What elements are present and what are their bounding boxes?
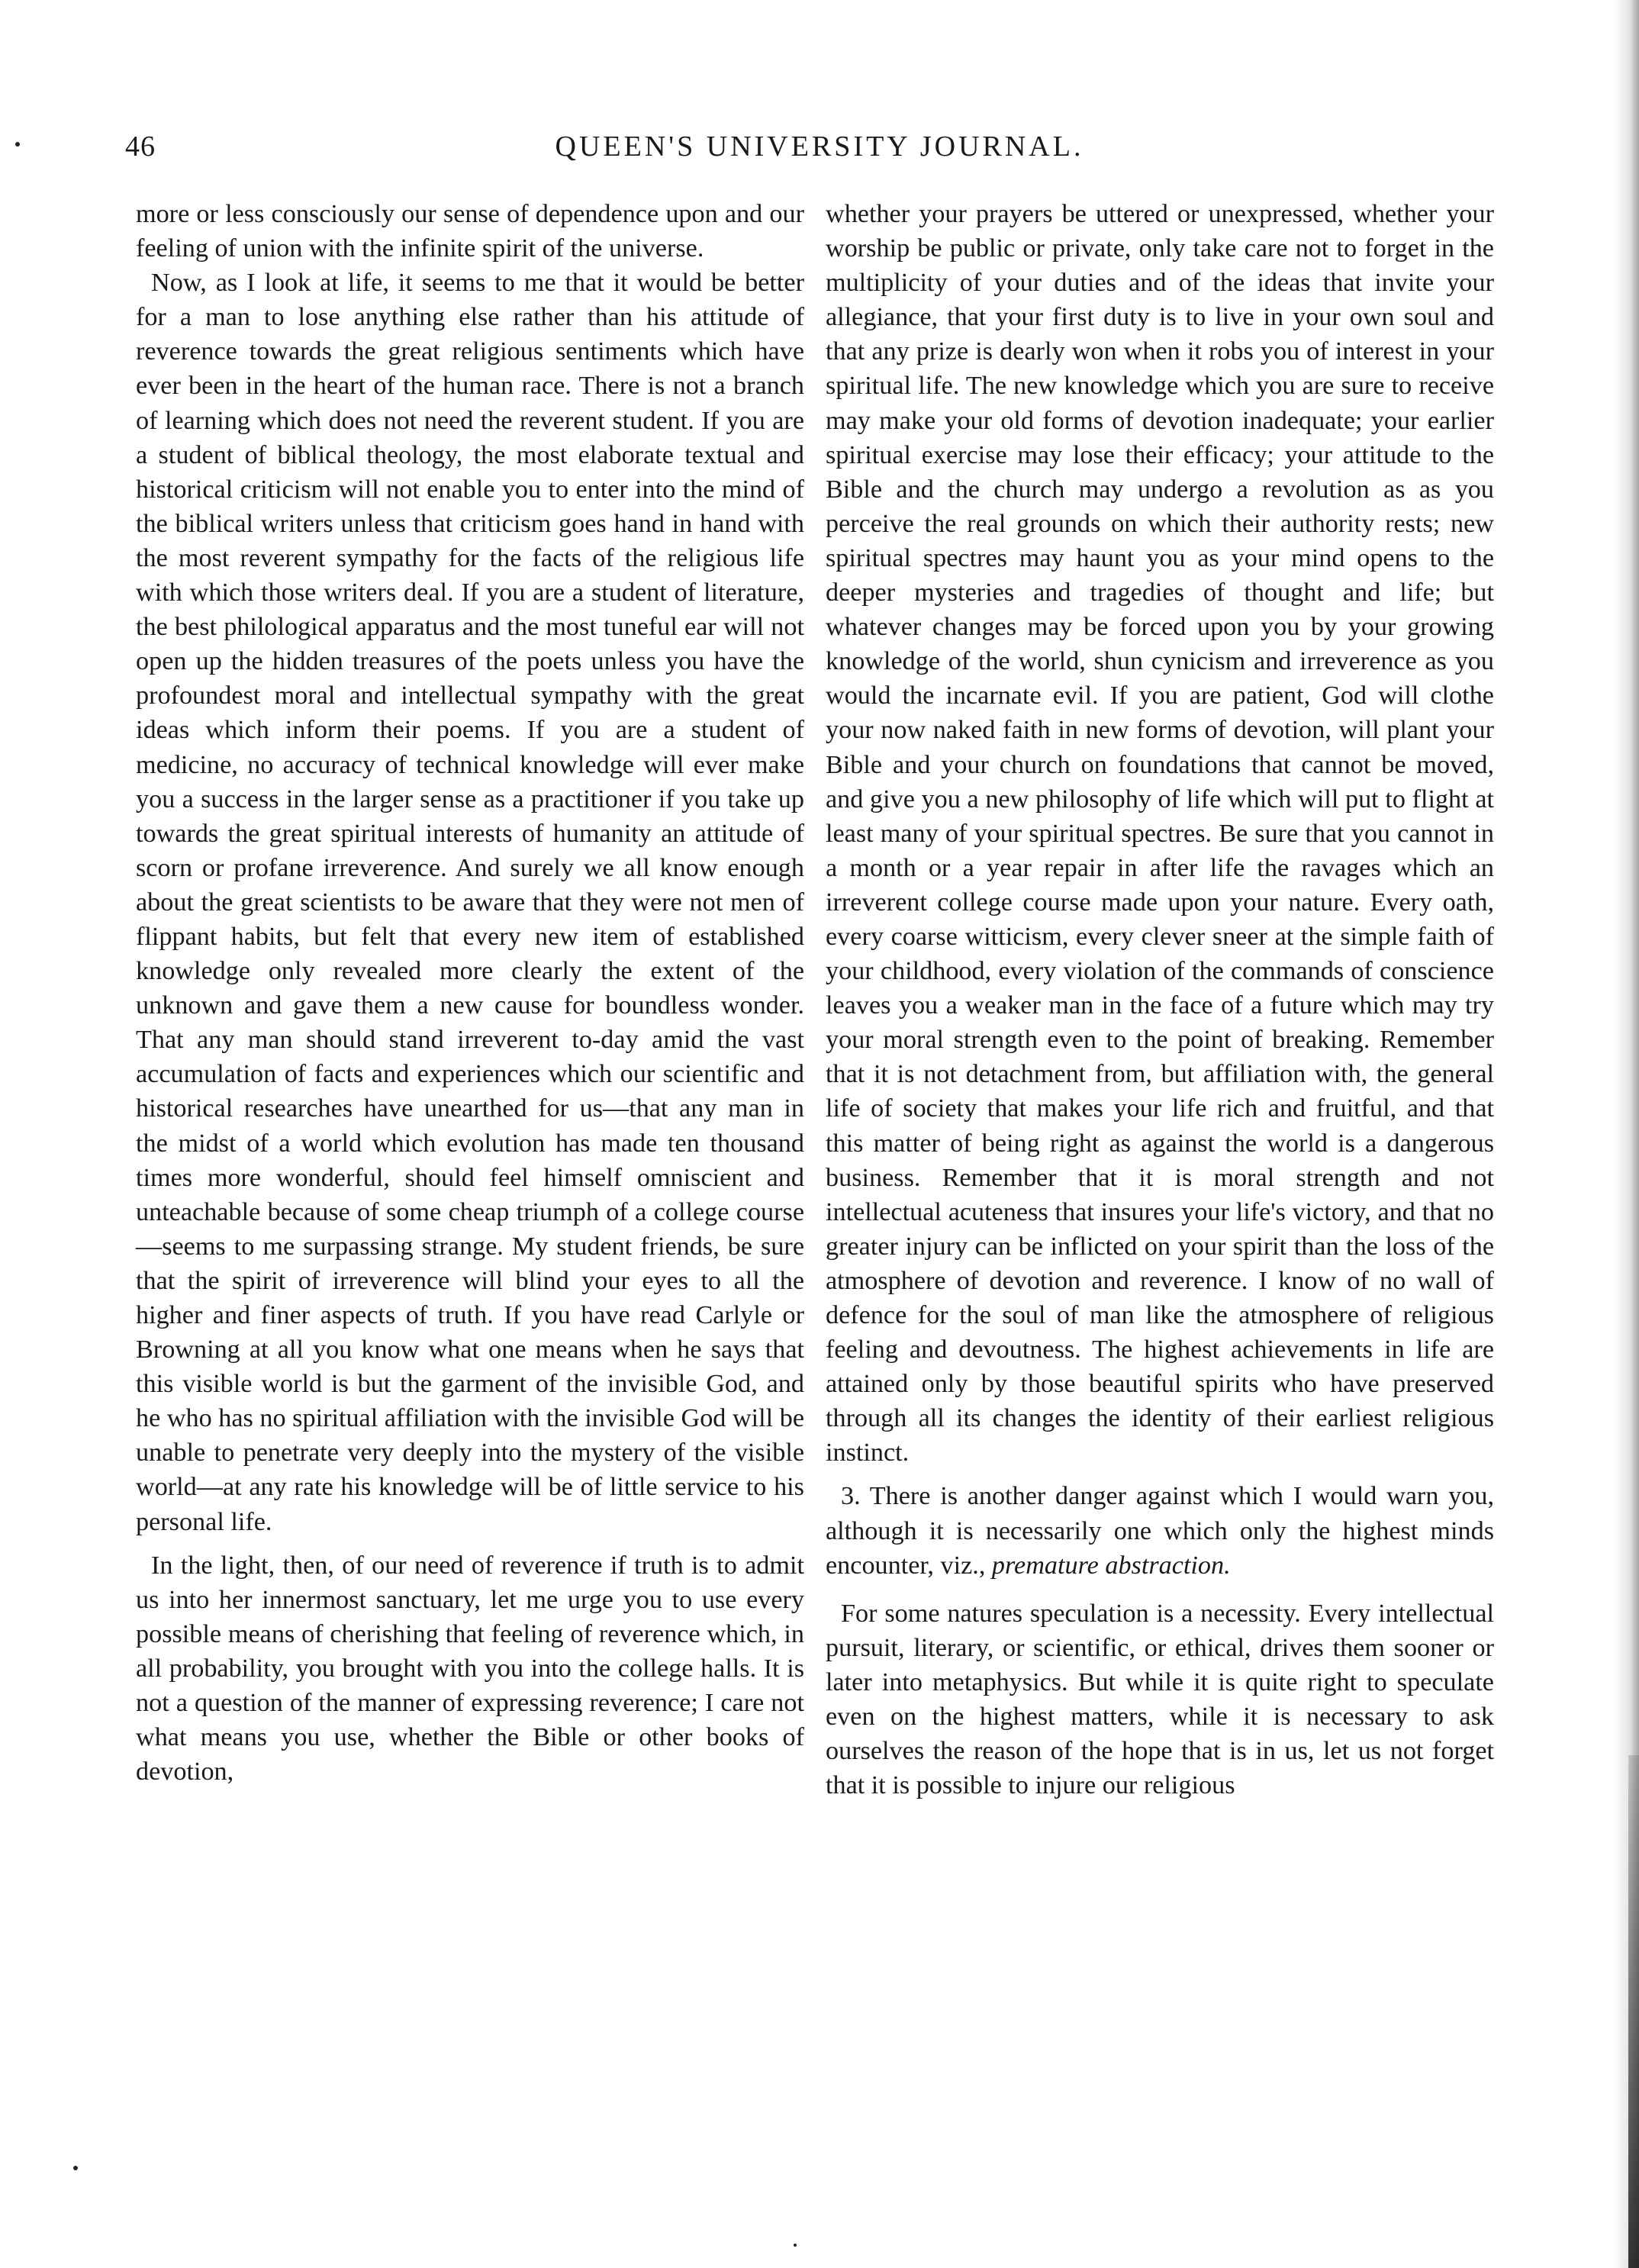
premature-abstraction-emphasis: premature abstraction. xyxy=(991,1551,1231,1580)
running-head-title: QUEEN'S UNIVERSITY JOURNAL. xyxy=(555,130,1084,163)
right-column xyxy=(826,197,1494,1802)
right-paragraph-2-text: 3. There is another danger against which I would warn you, although it is necessarily one which only the highest minds encounter, viz., xyxy=(826,1482,1494,1580)
page-number: 46 xyxy=(125,130,156,163)
right-paragraph-1: whether your prayers be uttered or unexpressed, whether your worship be public or private, only take care not to forget in the multiplicity of your duties and of the ideas that invite your allegiance, that your first duty is to live in your own soul and that any prize is dearly won when it robs you of interest in your spiritual life. The new knowledge which you are sure to receive may make your old forms of devotion inadequate; your earlier spiritual exercise may lose their efficacy; your attitude to the Bible and the church may undergo a revolution as as you perceive the real grounds on which their authority rests; new spiritual spectres may haunt you as your mind opens to the deeper mysteries and tragedies of thought and life; but whatever changes may be forced upon you by your growing knowledge of the world, shun cynicism and irreverence as you would the incarnate evil. If you are patient, God will clothe your now naked faith in new forms of devotion, will plant your Bible and your church on foundations that cannot be moved, and give you a new philosophy of life which will put to flight at least many of your spiritual spectres. Be sure that you cannot in a month or a year repair in after life the ravages which an irreverent college course made upon your nature. Every oath, every coarse witticism, every clever sneer at the simple faith of your childhood, every violation of the commands of conscience leaves you a weaker man in the face of a future which may try your moral strength even to the point of breaking. Remember that it is not detachment from, but affiliation with, the general life of society that makes your life rich and fruitful, and that this matter of being right as against the world is a dangerous business. Remember that it is moral strength and not intellectual acuteness that insures your life's victory, and that no greater injury can be inflicted on your spirit than the loss of the atmosphere of devotion and reverence. I know of no wall of defence for the soul of man like the atmosphere of religious feeling and devoutness. The highest achievements in life are attained only by those beautiful spirits who have preserved through all its changes the identity of their earliest religious instinct. xyxy=(826,200,1494,1467)
scan-speck xyxy=(73,2166,78,2170)
scan-speck xyxy=(794,2244,797,2247)
left-paragraph-1: more or less consciously our sense of dependence upon and our feeling of union with the infinite spirit of the universe. xyxy=(136,200,804,263)
scan-speck xyxy=(15,142,20,147)
right-paragraph-3: For some natures speculation is a necessity. Every intellectual pursuit, literary, or scientific, or ethical, drives them sooner or later into metaphysics. But while it is quite right to speculate even on the highest matters, while it is necessary to ask ourselves the reason of the hope that is in us, let us not forget that it is possible to injure our religious xyxy=(826,1599,1494,1800)
left-column xyxy=(136,197,804,1789)
right-paragraph-2 xyxy=(826,1479,1494,1582)
left-paragraph-3: In the light, then, of our need of reverence if truth is to admit us into her innermost sanctuary, let me urge you to use every possible means of cherishing that feeling of reverence which, in all probability, you brought with you into the college halls. It is not a question of the manner of expressing reverence; I care not what means you use, whether the Bible or other books of devotion, xyxy=(136,1551,804,1786)
scan-edge-dark-strip xyxy=(1628,1755,1639,2268)
left-paragraph-2: Now, as I look at life, it seems to me that it would be better for a man to lose anything else rather than his attitude of reverence towards the great religious sentiments which have ever been in the heart of the human race. There is not a branch of learning which does not need the reverent student. If you are a student of biblical theology, the most elaborate textual and historical criticism will not enable you to enter into the mind of the biblical writers unless that criticism goes hand in hand with the most reverent sympathy for the facts of the religious life with which those writers deal. If you are a student of literature, the best philological apparatus and the most tuneful ear will not open up the hidden treasures of the poets unless you have the profoundest moral and intellectual sympathy with the great ideas which inform their poems. If you are a student of medicine, no accuracy of technical knowledge will ever make you a success in the larger sense as a practitioner if you take up towards the great spiritual interests of humanity an attitude of scorn or profane irreverence. And surely we all know enough about the great scientists to be aware that they were not men of flippant habits, but felt that every new item of established knowledge only revealed more clearly the extent of the unknown and gave them a new cause for boundless wonder. That any man should stand irreverent to-day amid the vast accumulation of facts and experiences which our scientific and historical researches have unearthed for us—that any man in the midst of a world which evolution has made ten thousand times more wonderful, should feel himself omniscient and unteachable because of some cheap triumph of a college course—seems to me surpassing strange. My student friends, be sure that the spirit of irreverence will blind your eyes to all the higher and finer aspects of truth. If you have read Carlyle or Browning at all you know what one means when he says that this visible world is but the garment of the invisible God, and he who has no spiritual affiliation with the invisible God will be unable to penetrate very deeply into the mystery of the visible world—at any rate his knowledge will be of little service to his personal life. xyxy=(136,269,804,1536)
